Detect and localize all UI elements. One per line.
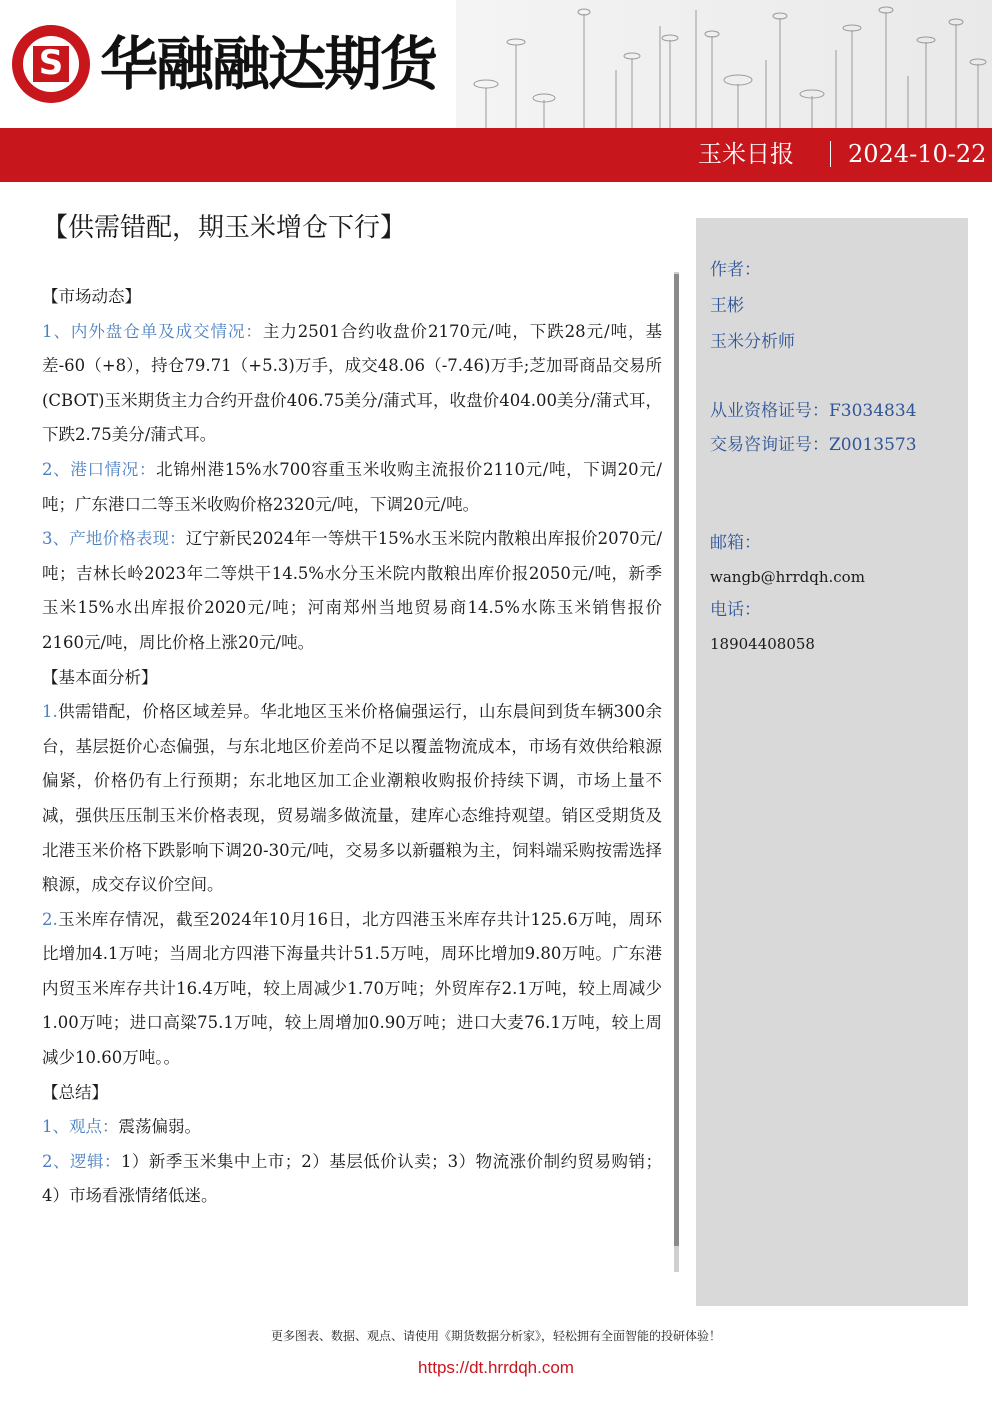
- report-type: 玉米日报: [698, 140, 794, 168]
- item-text: 主力2501合约收盘价2170元/吨，下跌28元/吨，基差-60（+8），持仓79.71（+5.3)万手，成交48.06（-7.46)万手;芝加哥商品交易所(CBOT)玉米期货主力合约开盘价406.75美分/蒲式耳，收盘价404.00美分/蒲式耳，下跌2.75美分/蒲式耳。: [42, 321, 662, 445]
- header-band: [0, 128, 992, 182]
- author-label: 作者：: [710, 260, 761, 280]
- item-text: 1）新季玉米集中上市；2）基层低价认卖；3）物流涨价制约贸易购销；4）市场看涨情绪低迷。: [42, 1151, 663, 1206]
- item-text: 震荡偏弱。: [118, 1117, 201, 1137]
- scrollbar-thumb[interactable]: [674, 274, 679, 1246]
- paragraph: [42, 453, 662, 522]
- paragraph: [42, 903, 662, 1076]
- company-logo-icon: S: [12, 25, 90, 103]
- item-text: 辽宁新民2024年一等烘干15%水玉米院内散粮出库报价2070元/吨；吉林长岭2023年二等烘干14.5%水分玉米院内散粮出库价报2050元/吨，新季玉米15%水出库报价2020元/吨；河南郑州当地贸易商14.5%水陈玉米销售报价2160元/吨，周比价格上涨20元/吨。: [42, 529, 663, 652]
- report-header: [0, 0, 992, 182]
- paragraph: [42, 1110, 662, 1145]
- paragraph: [42, 315, 662, 453]
- vertical-scrollbar[interactable]: [674, 272, 679, 1272]
- author-title: 玉米分析师: [710, 332, 795, 352]
- author-name: 王彬: [710, 296, 744, 316]
- author-sidebar: [696, 218, 968, 1306]
- phone-label: 电话：: [710, 600, 761, 620]
- section-heading-summary: 【总结】: [42, 1082, 108, 1102]
- report-body: [42, 280, 662, 1214]
- item-label: 2、港口情况：: [42, 459, 157, 479]
- item-text: 玉米库存情况，截至2024年10月16日，北方四港玉米库存共计125.6万吨，周环比增加4.1万吨；当周北方四港下海量共计51.5万吨，周环比增加9.80万吨。广东港内贸玉米库存共计16.4万吨，较上周减少1.70万吨；外贸库存2.1万吨，较上周减少1.00万吨；进口高粱75.1万吨，较上周增加0.90万吨；进口大麦76.1万吨，较上周减少10.60万吨。。: [42, 909, 662, 1068]
- item-label: 1、内外盘仓单及成交情况：: [42, 321, 263, 341]
- decorative-lines-graphic: [456, 0, 992, 128]
- footer-note: 更多图表、数据、观点、请使用《期货数据分析家》，轻松拥有全面智能的投研体验！: [270, 1329, 721, 1343]
- section-heading-fundamental: 【基本面分析】: [42, 667, 158, 687]
- item-label: 2、逻辑：: [42, 1151, 121, 1171]
- item-label: 3、产地价格表现：: [42, 529, 186, 549]
- email-label: 邮箱：: [710, 533, 761, 553]
- paragraph: [42, 522, 662, 660]
- section-heading-market: 【市场动态】: [42, 287, 141, 306]
- paragraph: [42, 1145, 662, 1214]
- item-label: 2.: [42, 909, 58, 929]
- report-date: 2024-10-22: [848, 140, 987, 168]
- company-name: 华融融达期货: [100, 30, 437, 98]
- header-divider: [830, 141, 831, 167]
- item-text: 供需错配，价格区域差异。华北地区玉米价格偏强运行，山东晨间到货车辆300余台，基层挺价心态偏强，与东北地区价差尚不足以覆盖物流成本，市场有效供给粮源偏紧，价格仍有上行预期；东北地区加工企业潮粮收购报价持续下调，市场上量不减，强供压压制玉米价格表现，贸易端多做流量，建库心态维持观望。销区受期货及北港玉米价格下跌影响下调20-30元/吨，交易多以新疆粮为主，饲料端采购按需选择粮源，成交存议价空间。: [42, 702, 662, 895]
- consulting-number: 交易咨询证号：Z0013573: [710, 435, 917, 455]
- qualification-number: 从业资格证号：F3034834: [710, 401, 917, 421]
- item-text: 北锦州港15%水700容重玉米收购主流报价2110元/吨，下调20元/吨；广东港口二等玉米收购价格2320元/吨，下调20元/吨。: [42, 459, 662, 514]
- footer-url-link[interactable]: https://dt.hrrdqh.com: [418, 1358, 574, 1377]
- phone-number: 18904408058: [710, 635, 815, 653]
- item-label: 1.: [42, 702, 58, 722]
- email-link[interactable]: wangb@hrrdqh.com: [710, 568, 865, 586]
- item-label: 1、观点：: [42, 1117, 119, 1137]
- report-title: 【供需错配，期玉米增仓下行】: [42, 213, 407, 243]
- paragraph: [42, 695, 662, 903]
